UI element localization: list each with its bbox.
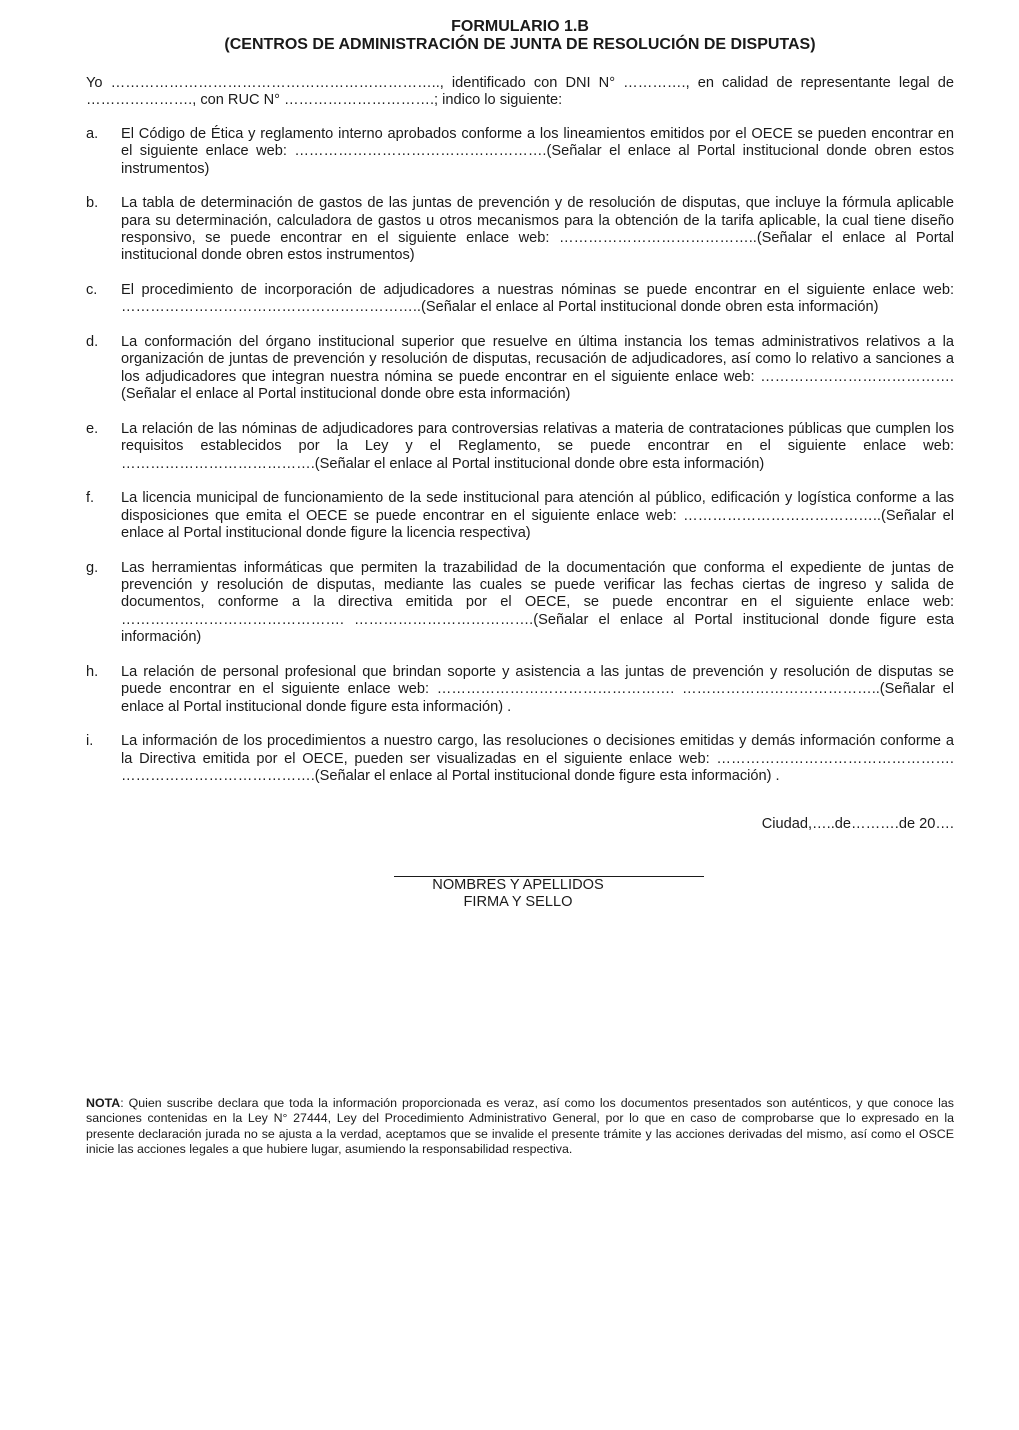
list-item [86,490,954,542]
item-letter: f. [86,490,95,507]
item-letter: h. [86,663,99,680]
place-date: Ciudad,…..de……….de 20…. [761,815,954,832]
signature-seal: FIRMA Y SELLO [463,893,573,910]
list-item [86,733,954,785]
declaration-list [86,126,954,786]
item-letter: i. [86,733,94,750]
item-text: La información de los procedimientos a nuestro cargo, las resoluciones o decisiones emitidas y demás información conforme a la Directiva emitida por el OECE, pueden ser visualizadas en el siguiente enlace web: …………………………………………. ………………………………….(Señalar el enlace al Portal institucional donde figure esta información) . [121,733,954,785]
item-text: La relación de personal profesional que brindan soporte y asistencia a las juntas de prevención y resolución de disputas se puede encontrar en el siguiente enlace web: …………………………………………. …………………………………..(Señalar el enlace al Portal institucional donde figure esta información) . [121,663,954,715]
note-text: : Quien suscribe declara que toda la información proporcionada es veraz, así como los documentos presentados son auténticos, y que conoce las sanciones contenidas en la Ley N° 27444, Ley del Procedimiento Administrativo General, por lo que en caso de comprobarse que lo expresado en la presente declaración jurada no se ajusta a la verdad, aceptamos que se invalide el presente trámite y las acciones derivadas del mismo, así como el OSCE inicie las acciones legales a que hubiere lugar, asumiendo la responsabilidad respectiva. [86,1096,954,1157]
list-item [86,664,954,716]
item-text: Las herramientas informáticas que permiten la trazabilidad de la documentación que conforma el expediente de juntas de prevención y resolución de disputas, mediante las cuales se puede verificar las fechas ciertas de ingreso y salida de documentos, conforme a la directiva emitida por el OECE, se puede encontrar en el siguiente enlace web: ………………………………………. ……………………………….(Señalar el enlace al Portal institucional donde figure esta información) [121,559,954,646]
list-item [86,195,954,265]
item-letter: a. [86,125,99,142]
item-text: La licencia municipal de funcionamiento de la sede institucional para atención al público, edificación y logística conforme a las disposiciones que emita el OECE se puede encontrar en el siguiente enlace web: …………………………………..(Señalar el enlace al Portal institucional donde figure la licencia respectiva) [121,490,954,542]
item-letter: d. [86,334,99,351]
item-text: La tabla de determinación de gastos de las juntas de prevención y de resolución de disputas, que incluye la fórmula aplicable para su determinación, calculadora de gastos u otros mecanismos para la obtención de la tarifa aplicable, la cual tiene diseño responsivo, se puede encontrar en el siguiente enlace web: …………………………………..(Señalar el enlace al Portal institucional donde obren estos instrumentos) [121,195,954,264]
item-text: El Código de Ética y reglamento interno aprobados conforme a los lineamientos emitidos por el OECE se pueden encontrar en el siguiente enlace web: …………………………………………….(Señalar el enlace al Portal institucional donde obren estos instrumentos) [121,125,954,177]
signature-names: NOMBRES Y APELLIDOS [432,876,604,893]
note-paragraph [86,1096,954,1158]
signature-line [394,867,704,877]
item-text: La conformación del órgano institucional superior que resuelve en última instancia los temas administrativos relativos a la organización de juntas de prevención y resolución de disputas, recusación de adjudicadores, así como lo relativo a sanciones a los adjudicadores que integran nuestra nómina se puede encontrar en el siguiente enlace web: ………………………………….(Señalar el enlace al Portal institucional donde obre esta información) [121,334,954,403]
item-letter: e. [86,420,99,437]
list-item [86,334,954,404]
form-title-line2: (CENTROS DE ADMINISTRACIÓN DE JUNTA DE RESOLUCIÓN DE DISPUTAS) [224,36,816,53]
item-text: La relación de las nóminas de adjudicadores para controversias relativas a materia de contrataciones públicas que cumplen los requisitos establecidos por la Ley y el Reglamento, se puede encontrar en el siguiente enlace web: ………………………………….(Señalar el enlace al Portal institucional donde obre esta información) [121,420,954,472]
item-letter: b. [86,195,99,212]
list-item [86,560,954,647]
intro-paragraph: Yo ………………………………………………………….., identificado con DNI N° …………., en calidad de representante legal de …………………., con RUC N° ………………………….; indico lo siguiente: [86,75,954,109]
list-item [86,282,954,317]
note-label: NOTA [86,1096,121,1110]
item-letter: g. [86,559,99,576]
list-item [86,126,954,178]
form-page [86,18,954,911]
form-title-line1: FORMULARIO 1.B [451,18,589,35]
item-text: El procedimiento de incorporación de adjudicadores a nuestras nóminas se puede encontrar en el siguiente enlace web: ……………………………………………………..(Señalar el enlace al Portal institucional donde obren esta información) [121,282,954,316]
item-letter: c. [86,282,98,299]
form-title [86,18,954,54]
signature-block [86,867,954,911]
list-item [86,421,954,473]
